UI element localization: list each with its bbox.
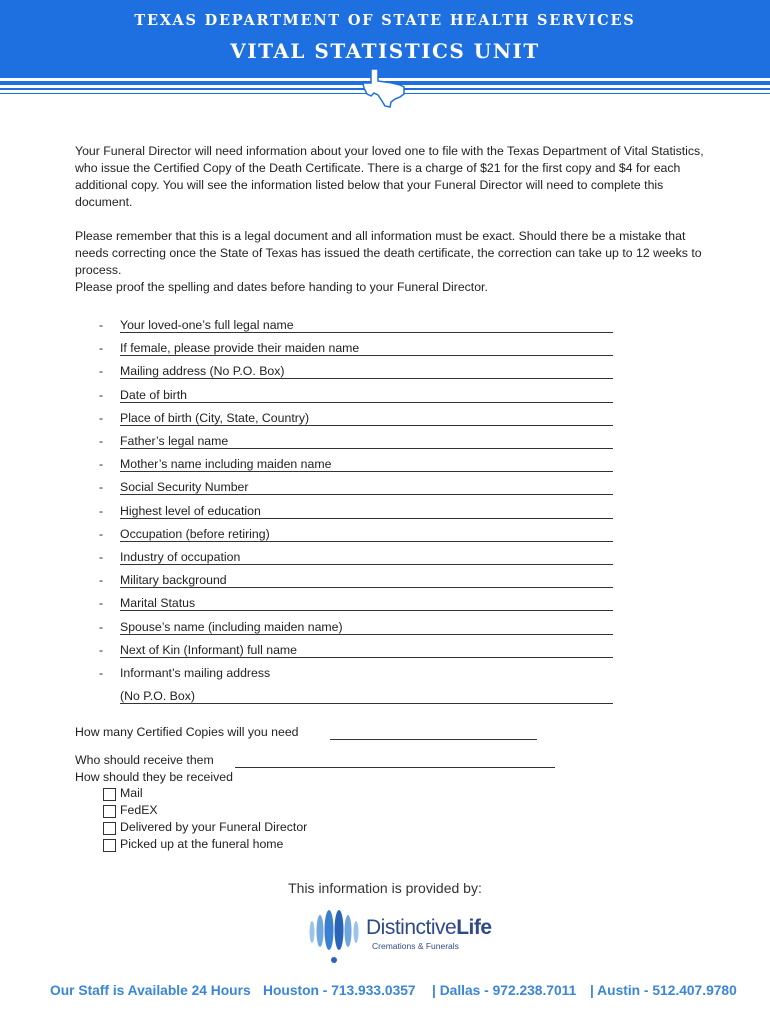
field-label: Social Security Number	[120, 480, 249, 495]
field-answer-line[interactable]	[120, 378, 613, 379]
field-label: If female, please provide their maiden name	[120, 341, 360, 356]
field-label: Mailing address (No P.O. Box)	[120, 364, 285, 379]
field-label: Highest level of education	[120, 503, 261, 518]
page-header	[0, 0, 770, 112]
field-label: Spouse’s name (including maiden name)	[120, 619, 343, 634]
agency-title: TEXAS DEPARTMENT OF STATE HEALTH SERVICES	[134, 12, 636, 29]
field-answer-line[interactable]	[120, 332, 613, 333]
list-bullet: -	[99, 387, 104, 402]
list-bullet: -	[99, 410, 104, 425]
field-answer-line[interactable]	[120, 448, 613, 449]
staff-availability: Our Staff is Available 24 Hours	[50, 983, 251, 998]
field-label: Occupation (before retiring)	[120, 526, 270, 541]
field-label: Mother’s name including maiden name	[120, 457, 332, 472]
field-answer-line[interactable]	[120, 587, 613, 588]
list-bullet: -	[99, 550, 104, 564]
houston-phone[interactable]: Houston - 713.933.0357	[263, 983, 416, 998]
info-field	[0, 643, 770, 663]
field-label: Military background	[120, 573, 227, 588]
field-label: Next of Kin (Informant) full name	[120, 642, 298, 657]
delivery-option-label: Picked up at the funeral home	[120, 837, 284, 851]
list-bullet: -	[99, 642, 104, 657]
delivery-option-label: FedEX	[120, 803, 158, 817]
list-bullet: -	[99, 457, 104, 472]
field-answer-line[interactable]	[120, 703, 613, 704]
info-field	[0, 620, 770, 640]
field-answer-line[interactable]	[120, 494, 613, 495]
list-bullet: -	[99, 341, 104, 356]
checkbox[interactable]	[103, 822, 116, 835]
info-field	[0, 480, 770, 500]
list-bullet: -	[99, 526, 104, 541]
provided-by-text: This information is provided by:	[288, 880, 482, 896]
field-label: Father’s legal name	[120, 434, 229, 448]
info-field	[0, 573, 770, 593]
logo-name-regular: Distinctive	[366, 916, 457, 939]
field-answer-line[interactable]	[120, 634, 613, 635]
info-field	[0, 341, 770, 361]
copies-answer-line[interactable]	[330, 739, 537, 740]
logo-mark-icon	[308, 906, 364, 964]
info-field	[0, 596, 770, 616]
field-label: (No P.O. Box)	[120, 689, 195, 704]
field-answer-line[interactable]	[120, 518, 613, 519]
receivers-question: Who should receive them	[75, 753, 214, 767]
intro-paragraph: Your Funeral Director will need information about your loved one to file with the Texas Department of Vital Statistics, who issue the Certified Copy of the Death Certificate. There is a charge of $21 for the first copy and $4 for each additional copy. You will see the information listed below that your Funeral Director will need to complete this document.	[75, 144, 704, 209]
info-field	[0, 434, 770, 454]
list-bullet: -	[99, 364, 104, 379]
checkbox[interactable]	[103, 839, 116, 852]
info-field	[0, 457, 770, 477]
field-answer-line[interactable]	[120, 471, 613, 472]
receivers-answer-line[interactable]	[235, 767, 555, 768]
proof-instruction: Please proof the spelling and dates before handing to your Funeral Director.	[75, 280, 488, 294]
austin-phone[interactable]: | Austin - 512.407.9780	[590, 983, 737, 998]
legal-notice	[75, 228, 715, 296]
field-label: Marital Status	[120, 596, 196, 611]
info-field	[0, 504, 770, 524]
field-label: Place of birth (City, State, Country)	[120, 410, 310, 425]
list-bullet: -	[99, 573, 104, 588]
info-field	[0, 527, 770, 547]
field-label: Date of birth	[120, 387, 187, 402]
field-answer-line[interactable]	[120, 425, 613, 426]
info-field	[0, 411, 770, 431]
list-bullet: -	[99, 480, 104, 495]
checkbox[interactable]	[103, 788, 116, 801]
field-answer-line[interactable]	[120, 355, 613, 356]
copies-question: How many Certified Copies will you need	[75, 725, 299, 739]
list-bullet: -	[99, 503, 104, 518]
logo-name	[366, 916, 492, 940]
field-answer-line[interactable]	[120, 402, 613, 403]
legal-notice-text: Please remember that this is a legal document and all information must be exact. Should there be a mistake that needs correcting once the State of Texas has issued the death certificate, the correction can take up to 12 weeks to process.	[75, 229, 702, 277]
field-answer-line[interactable]	[120, 564, 613, 565]
list-bullet: -	[99, 619, 104, 634]
field-label: Informant’s mailing address	[120, 666, 271, 680]
info-field	[0, 550, 770, 570]
list-bullet: -	[99, 666, 104, 680]
field-answer-line[interactable]	[120, 657, 613, 658]
logo-name-bold: Life	[456, 916, 492, 939]
info-field	[0, 388, 770, 408]
dallas-phone[interactable]: | Dallas - 972.238.7011	[432, 983, 577, 998]
list-bullet: -	[99, 318, 104, 332]
info-field	[0, 318, 770, 338]
unit-title: VITAL STATISTICS UNIT	[230, 39, 540, 63]
field-label: Your loved-one’s full legal name	[120, 318, 294, 332]
info-field	[0, 689, 770, 709]
list-bullet: -	[99, 596, 104, 611]
delivery-option-label: Delivered by your Funeral Director	[120, 820, 308, 834]
field-label: Industry of occupation	[120, 550, 241, 564]
checkbox[interactable]	[103, 805, 116, 818]
delivery-question: How should they be received	[75, 770, 233, 784]
distinctive-life-logo	[308, 904, 492, 964]
field-answer-line[interactable]	[120, 610, 613, 611]
delivery-option-label: Mail	[120, 786, 143, 800]
logo-tagline: Cremations & Funerals	[372, 941, 459, 951]
field-answer-line[interactable]	[120, 541, 613, 542]
info-field	[0, 666, 770, 686]
list-bullet: -	[99, 434, 104, 448]
info-field	[0, 364, 770, 384]
texas-state-icon	[362, 68, 408, 108]
